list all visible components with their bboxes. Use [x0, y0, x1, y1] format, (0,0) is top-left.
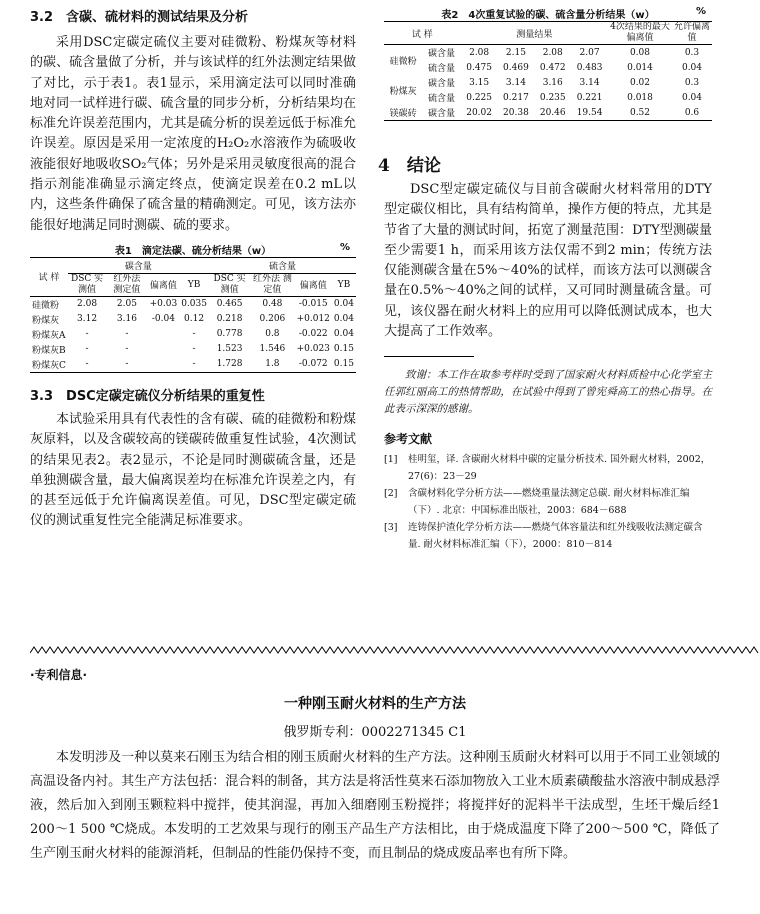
table-1-caption [30, 242, 356, 257]
table-cell: +0.012 [296, 314, 330, 325]
left-column [30, 6, 356, 532]
table-cell: 0.235 [539, 92, 566, 103]
patent-paragraph: 本发明涉及一种以莫来石刚玉为结合相的刚玉质耐火材料的生产方法。这种刚玉质耐火材料可以用于不同工业领域的高温设备内衬。其生产方法包括：混合料的制备，其方法是将活性莫来石添加物放入工业木质素磺酸盐水溶液中制成悬浮液，然后加入到刚玉颗粒料中搅拌，使其润湿，再加入细磨刚玉粉搅拌；将搅拌好的泥料半干法成型，生坯干燥后经1 200～1 500 ℃烧成。本发明的工艺效果与现行的刚玉产品生产方法相比，由于烧成温度下降了200～500 ℃，降低了生产刚玉耐火材料的能源消耗，但制品的性能仍保持不变，而且制品的烧成废品率也有所下降。 [30, 750, 720, 861]
table-cell: 20.02 [466, 107, 492, 118]
table-row-sublabel: 碳含量 [428, 79, 456, 89]
table-1-subheader: 偏离值 [299, 281, 327, 292]
reference-item [384, 485, 712, 519]
acknowledgement: 致谢：本工作在取参考样时受到了国家耐火材料质检中心化学室主任郭红丽高工的热情帮助，在试验中得到了曾宪舜高工的热心指导。在此表示深深的感谢。 [384, 369, 712, 416]
table-row-label: 镁碳砖 [389, 109, 417, 119]
table-2-header-max-dev: 4次结果的最大偏离值 [610, 22, 670, 43]
table-cell [148, 357, 180, 373]
table-1-grid [30, 257, 356, 373]
table-row [30, 357, 356, 373]
table-2-header-result: 测量结果 [516, 29, 553, 40]
table-1-subheader: YB [187, 279, 201, 290]
table-cell: 3.16 [542, 77, 563, 88]
table-row-sublabel: 碳含量 [428, 49, 456, 59]
reference-text: 连铸保护渣化学分析方法——燃烧气体容量法和红外线吸收法测定碳含量. 耐火材料标准汇编（下），2000：810－814 [408, 522, 703, 551]
table-cell: 1.728 [216, 359, 243, 370]
table-2 [384, 6, 712, 121]
table-2-grid [384, 21, 712, 121]
table-cell: 1.523 [216, 344, 243, 355]
reference-text: 含碳材料化学分析方法——燃烧重量法测定总碳. 耐火材料标准汇编（下）. 北京：中国标准出版社，2003：684－688 [408, 488, 690, 517]
table-cell: - [192, 359, 196, 370]
table-cell: 2.08 [469, 47, 490, 58]
table-cell: 3.14 [505, 77, 526, 88]
patent-title: 一种刚玉耐火材料的生产方法 [284, 696, 466, 712]
table-cell: 0.483 [576, 62, 603, 73]
table-2-unit: % [695, 6, 706, 17]
table-1-subheader: 偏离值 [149, 281, 177, 292]
table-1-header-sample: 试 样 [30, 257, 68, 296]
section-4-paragraph: DSC型定碳定硫仪与目前含碳耐火材料常用的DTY型定碳仪相比，具有结构简单，操作方便的特点，尤其是节省了大量的测试时间，拓宽了测量范围：DTY型测碳量至少需要1 h，而采用该方法仅需不到2 min；传统方法仅能测碳含量在5%～40%的试样，而该方法可以测碳含量在0.5%～40%之间的试样，又可同时测量硫含量。可见，该仪器在耐火材料上的应用可以降低测试成本，也大大提高了工作效率。 [384, 182, 712, 340]
table-1-header-sulfur: 硫含量 [209, 257, 356, 273]
table-cell: -0.072 [298, 359, 328, 370]
references-list [384, 451, 712, 553]
table-cell: 20.46 [539, 107, 566, 118]
reference-text: 桂明玺，译. 含碳耐火材料中碳的定量分析技术. 国外耐火材料，2002，27(6)：23－29 [408, 454, 711, 483]
references-heading: 参考文献 [384, 432, 433, 447]
table-row-label: 硅微粉 [389, 56, 417, 67]
table-cell: 0.04 [333, 329, 354, 340]
table-cell: 0.465 [216, 299, 243, 310]
table-row [384, 90, 712, 105]
table-cell: 0.014 [627, 62, 653, 73]
table-row [30, 296, 356, 312]
table-row-label: 粉煤灰C [32, 360, 66, 371]
section-4-heading: 4 结论 [378, 156, 441, 176]
reference-number: [1] [384, 454, 398, 466]
table-cell: - [125, 344, 129, 355]
table-cell: 0.08 [629, 47, 651, 58]
table-cell: - [192, 344, 196, 355]
table-cell: 0.035 [181, 299, 207, 310]
table-1 [30, 242, 356, 373]
table-cell: - [85, 329, 89, 340]
table-cell: 0.04 [333, 314, 354, 325]
table-cell: 3.12 [77, 314, 98, 325]
table-cell: +0.03 [149, 299, 178, 310]
patent-section [30, 666, 720, 866]
table-row [384, 60, 712, 75]
table-cell: 3.15 [469, 77, 490, 88]
table-cell: 20.38 [503, 107, 529, 118]
table-cell: 0.475 [466, 62, 492, 73]
reference-number: [2] [384, 488, 398, 500]
table-1-unit: % [339, 241, 350, 253]
right-column [378, 6, 712, 553]
table-cell: 0.52 [629, 107, 651, 118]
table-1-subheader-row [30, 273, 356, 296]
table-row-sublabel: 硫含量 [428, 94, 456, 104]
table-cell: 0.3 [684, 47, 700, 58]
reference-number: [3] [384, 522, 398, 534]
table-cell: 0.3 [684, 77, 700, 88]
table-cell [148, 342, 180, 357]
table-row-label: 粉煤灰 [32, 315, 60, 326]
table-cell: - [85, 344, 89, 355]
table-cell: 0.6 [684, 107, 700, 118]
section-3-3-heading: 3.3 DSC定碳定硫仪分析结果的重复性 [30, 388, 265, 404]
patent-label: ·专利信息· [30, 668, 88, 682]
table-row [384, 105, 712, 121]
table-2-body [384, 45, 712, 121]
table-cell: 0.225 [466, 92, 492, 103]
table-cell: 0.221 [576, 92, 603, 103]
table-row-sublabel: 碳含量 [428, 109, 456, 119]
table-1-subheader: YB [337, 279, 351, 290]
table-cell: 2.08 [542, 47, 563, 58]
patent-number: 俄罗斯专利：0002271345 C1 [283, 725, 467, 740]
reference-item [384, 519, 712, 553]
table-cell: 0.217 [503, 92, 529, 103]
table-cell: 0.206 [259, 314, 286, 325]
section-3-2-heading: 3.2 含碳、硫材料的测试结果及分析 [30, 10, 249, 25]
table-cell: 2.05 [116, 299, 137, 310]
table-2-header-row [384, 22, 712, 45]
table-cell: 0.472 [539, 62, 566, 73]
table-cell: 0.15 [333, 359, 354, 370]
section-3-3-paragraph: 本试验采用具有代表性的含有碳、硫的硅微粉和粉煤灰原料，以及含碳较高的镁碳砖做重复性试验，4次测试的结果见表2。表2显示，不论是同时测碳硫含量，还是单独测碳含量，最大偏离误差均在标准允许误差之内，有的甚至远低于允许偏离误差值。可见，DSC型定碳定硫仪的测试重复性完全能满足标准要求。 [30, 411, 356, 529]
table-cell: 0.018 [627, 92, 653, 103]
table-cell: 0.12 [184, 314, 205, 325]
table-cell: 3.16 [116, 314, 137, 325]
table-cell: 0.218 [216, 314, 243, 325]
table-row [30, 327, 356, 342]
table-cell: 0.04 [681, 62, 703, 73]
table-cell: - [192, 329, 196, 340]
divider [384, 356, 474, 357]
table-cell: - [85, 359, 89, 370]
table-1-body [30, 296, 356, 372]
table-cell: 0.04 [681, 92, 703, 103]
table-1-subheader: 红外法 测定值 [113, 273, 141, 295]
table-cell: -0.022 [298, 329, 328, 340]
table-row-label: 粉煤灰 [389, 86, 417, 97]
table-1-subheader: 红外法 测定值 [252, 273, 292, 295]
table-cell: 19.54 [576, 107, 603, 118]
table-cell: -0.015 [298, 299, 328, 310]
table-cell: 0.469 [503, 62, 529, 73]
table-cell: - [125, 359, 129, 370]
table-cell: -0.04 [151, 314, 175, 325]
table-2-header-allowed: 允许偏离值 [674, 22, 711, 43]
table-row-label: 粉煤灰B [32, 345, 66, 356]
table-2-header-sample: 试 样 [411, 29, 433, 40]
table-cell: 2.15 [505, 47, 526, 58]
table-cell: 3.14 [579, 77, 600, 88]
table-row-label: 硅微粉 [32, 300, 60, 311]
table-row [30, 342, 356, 357]
table-cell: 0.48 [262, 299, 283, 310]
table-cell: 0.778 [216, 329, 243, 340]
reference-item [384, 451, 712, 485]
table-row [30, 312, 356, 327]
table-row-label: 粉煤灰A [32, 330, 66, 341]
table-cell: 0.04 [333, 299, 354, 310]
table-cell: 1.546 [259, 344, 286, 355]
table-cell: 0.15 [333, 344, 354, 355]
table-cell: 1.8 [265, 359, 280, 370]
table-cell: 0.02 [629, 77, 651, 88]
table-cell: - [125, 329, 129, 340]
table-cell: 2.08 [77, 299, 98, 310]
table-2-title: 表2 4次重复试验的碳、硫含量分析结果（w） [441, 10, 655, 21]
table-row-sublabel: 硫含量 [428, 64, 456, 74]
table-row [384, 45, 712, 61]
table-cell [148, 327, 180, 342]
table-cell: 0.8 [265, 329, 280, 340]
table-row [384, 75, 712, 90]
table-1-title: 表1 滴定法碳、硫分析结果（w） [114, 245, 272, 257]
table-1-header-carbon: 碳含量 [68, 257, 209, 273]
table-1-subheader: DSC 实测值 [70, 273, 104, 295]
section-3-2-paragraph: 采用DSC定碳定硫仪主要对硅微粉、粉煤灰等材料的碳、硫含量做了分析，并与该试样的红外法测定结果做了对比，示于表1。表1显示，采用滴定法可以同时准确地对同一试样进行碳、硫含量的同步分析，分析结果均在标准允许误差范围内，尤其是硫分析的误差远低于标准允许误差。原因是采用一定浓度的H₂O₂水溶液作为硫吸收液能很好地吸收SO₂气体；另外是采用灵敏度很高的混合指示剂能准确显示滴定终点，使滴定误差在0.2 mL以内，这些条件确保了硫含量的精确测定。可见，该方法亦能很好地满足同时测碳、硫的要求。 [30, 35, 356, 233]
table-cell: +0.023 [296, 344, 330, 355]
table-2-caption [384, 6, 712, 21]
table-cell: 2.07 [579, 47, 600, 58]
zigzag-divider [30, 646, 760, 654]
table-1-subheader: DSC 实测值 [213, 273, 246, 295]
